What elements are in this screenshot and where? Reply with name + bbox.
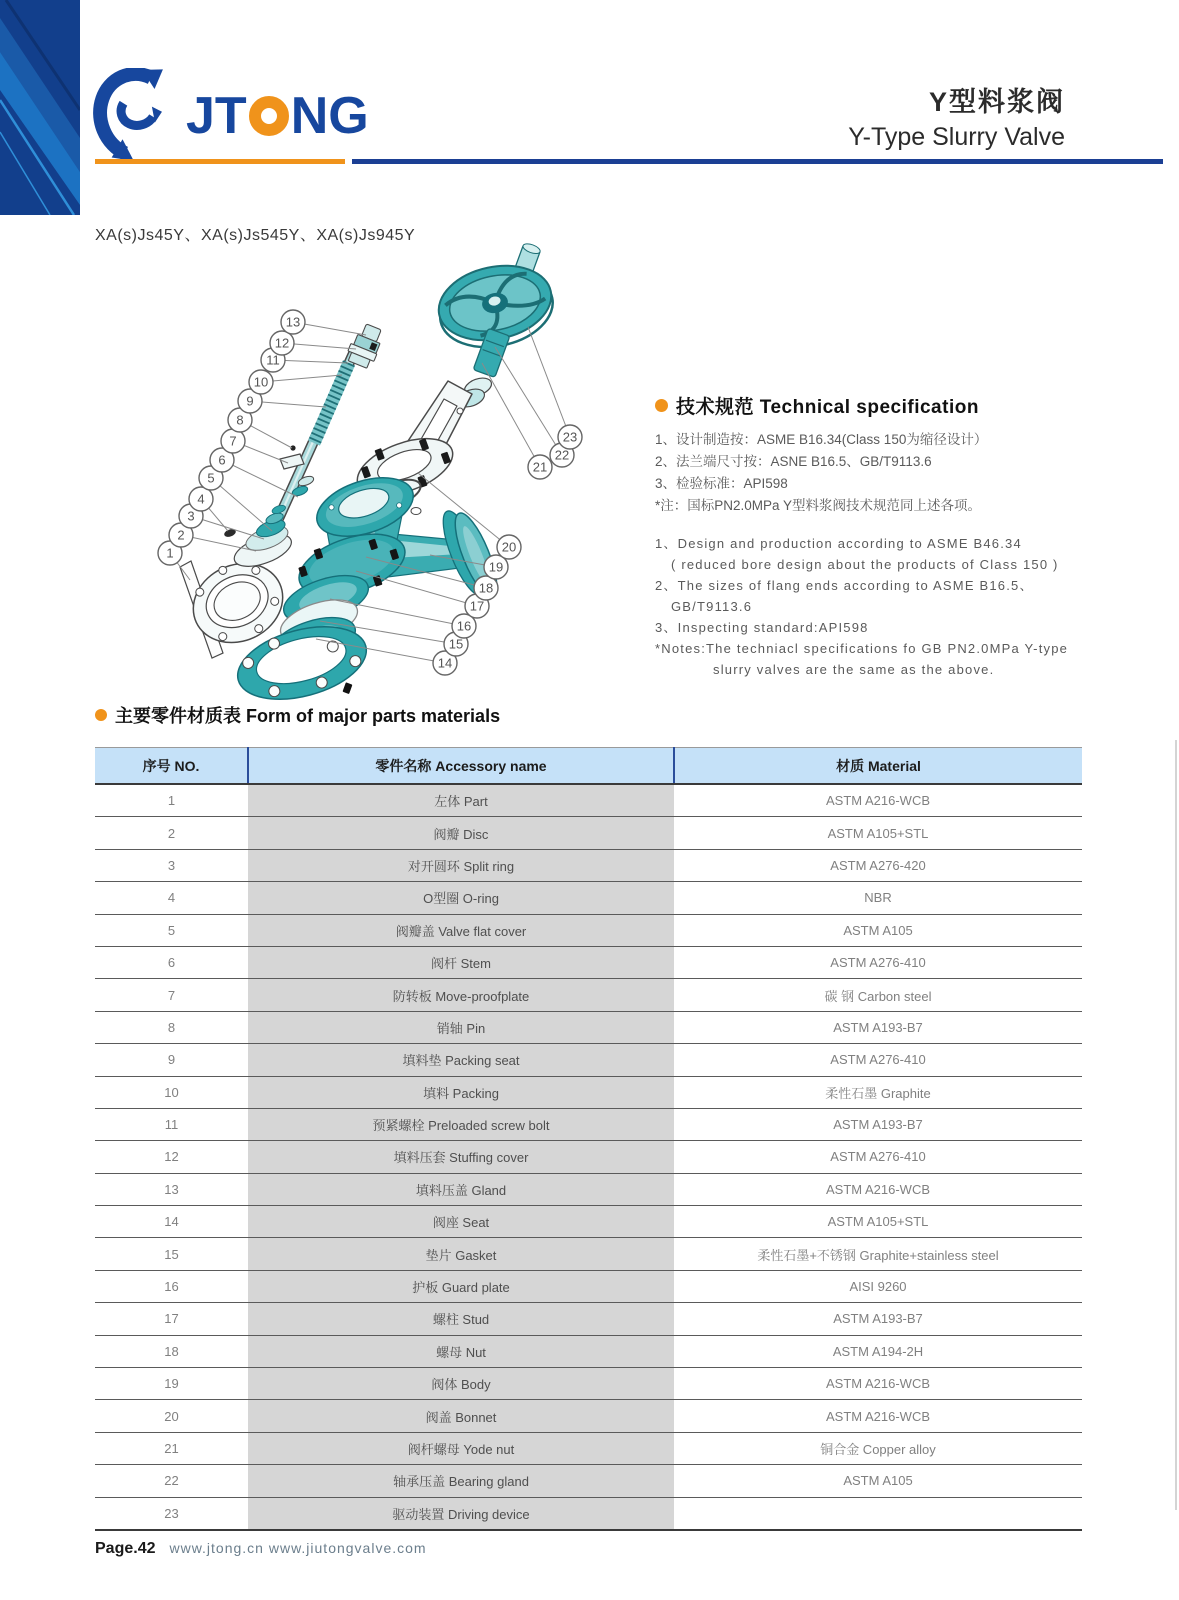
callout-number: 8 (236, 412, 244, 428)
table-row (95, 1011, 1082, 1043)
callout-number: 1 (166, 545, 174, 561)
part-number: 17 (95, 1303, 248, 1335)
spec-en-list (655, 533, 1179, 680)
part-number: 14 (95, 1206, 248, 1238)
part-number: 20 (95, 1400, 248, 1432)
table-row (95, 1497, 1082, 1530)
part-number: 9 (95, 1044, 248, 1076)
part-number: 8 (95, 1011, 248, 1043)
valve-exploded-diagram (130, 235, 630, 718)
part-name: 预紧螺栓 Preloaded screw bolt (248, 1108, 674, 1140)
spec-line-en: *Notes:The techniacl specifications fo GB PN2.0MPa Y-type (655, 641, 1069, 656)
tech-spec-section (655, 392, 1179, 680)
part-name: 螺柱 Stud (248, 1303, 674, 1335)
spec-line-zh: 2、法兰端尺寸按：ASNE B16.5、GB/T9113.6 (655, 454, 932, 469)
part-number: 1 (95, 784, 248, 817)
part-number: 19 (95, 1368, 248, 1400)
divider-orange (95, 159, 345, 164)
part-name: 阀瓣 Disc (248, 817, 674, 849)
part-number: 13 (95, 1173, 248, 1205)
model-numbers: XA(s)Js45Y、XA(s)Js545Y、XA(s)Js945Y (95, 227, 416, 244)
part-material: 柔性石墨 Graphite (674, 1076, 1082, 1108)
callout-number: 7 (229, 433, 237, 449)
logo-jt: JT (186, 87, 247, 145)
table-row (95, 1044, 1082, 1076)
part-material: ASTM A193-B7 (674, 1303, 1082, 1335)
part-number: 4 (95, 882, 248, 914)
part-name: 阀杆螺母 Yode nut (248, 1432, 674, 1464)
table-row (95, 849, 1082, 881)
table-row (95, 1076, 1082, 1108)
table-row (95, 1108, 1082, 1140)
part-name: 垫片 Gasket (248, 1238, 674, 1270)
orange-bullet-icon (655, 399, 668, 412)
logo-o-ring (249, 96, 289, 136)
table-row (95, 817, 1082, 849)
spec-line-en: ( reduced bore design about the products of Class 150 ) (671, 557, 1059, 572)
part-material: ASTM A194-2H (674, 1335, 1082, 1367)
part-material: ASTM A216-WCB (674, 1368, 1082, 1400)
table-row (95, 979, 1082, 1011)
part-number: 12 (95, 1141, 248, 1173)
callout-number: 4 (197, 491, 205, 507)
table-row (95, 914, 1082, 946)
corner-decoration (0, 0, 80, 215)
table-row (95, 946, 1082, 978)
part-material: ASTM A276-410 (674, 1141, 1082, 1173)
materials-heading: 主要零件材质表 Form of major parts materials (95, 702, 1082, 728)
table-row (95, 882, 1082, 914)
table-row (95, 1206, 1082, 1238)
spec-line-en: 3、Inspecting standard:API598 (655, 620, 869, 635)
part-name: 销轴 Pin (248, 1011, 674, 1043)
part-material: NBR (674, 882, 1082, 914)
part-material: 碳 钢 Carbon steel (674, 979, 1082, 1011)
col-header-name: 零件名称 Accessory name (248, 748, 674, 785)
col-header-no: 序号 NO. (95, 748, 248, 785)
callout-number: 6 (218, 452, 226, 468)
divider-blue (352, 159, 1163, 164)
part-number: 23 (95, 1497, 248, 1530)
table-row (95, 1270, 1082, 1302)
callout-number: 19 (488, 559, 504, 575)
spec-line-zh: 1、设计制造按：ASME B16.34(Class 150为缩径设计） (655, 432, 988, 447)
callout-number: 18 (478, 580, 494, 596)
page-title-zh: Y型料浆阀 (928, 87, 1065, 117)
callout-number: 11 (266, 352, 280, 368)
table-header-row (95, 748, 1082, 785)
part-material: ASTM A193-B7 (674, 1108, 1082, 1140)
part-material: AISI 9260 (674, 1270, 1082, 1302)
spec-line-zh: 3、检验标准：API598 (655, 476, 788, 491)
part-name: O型圈 O-ring (248, 882, 674, 914)
part-name: 填料垫 Packing seat (248, 1044, 674, 1076)
part-name: 对开圆环 Split ring (248, 849, 674, 881)
part-number: 5 (95, 914, 248, 946)
col-header-material: 材质 Material (674, 748, 1082, 785)
part-name: 填料压盖 Gland (248, 1173, 674, 1205)
logo-ng: NG (290, 87, 369, 145)
part-name: 防转板 Move-proofplate (248, 979, 674, 1011)
callout-number: 20 (501, 539, 517, 555)
callout-number: 13 (285, 314, 301, 330)
part-number: 3 (95, 849, 248, 881)
callout-number: 15 (448, 636, 464, 652)
callout-number: 3 (187, 508, 195, 524)
part-number: 10 (95, 1076, 248, 1108)
logo-swirl-icon (92, 68, 180, 164)
callout-number: 16 (456, 618, 472, 634)
table-row (95, 1368, 1082, 1400)
materials-section (95, 702, 1082, 1531)
page-title-en: Y-Type Slurry Valve (848, 123, 1065, 151)
callout-number: 14 (437, 655, 453, 671)
part-number: 21 (95, 1432, 248, 1464)
part-material: ASTM A216-WCB (674, 784, 1082, 817)
part-material: 铜合金 Copper alloy (674, 1432, 1082, 1464)
footer-urls: www.jtong.cn www.jiutongvalve.com (169, 1540, 427, 1556)
callout-number: 23 (562, 429, 578, 445)
spec-line-en: 2、The sizes of flang ends according to ASME B16.5、 (655, 578, 1034, 593)
tech-spec-heading: 技术规范 Technical specification (655, 392, 1179, 419)
callout-number: 5 (207, 470, 215, 486)
part-material: 柔性石墨+不锈钢 Graphite+stainless steel (674, 1238, 1082, 1270)
part-name: 填料 Packing (248, 1076, 674, 1108)
part-name: 左体 Part (248, 784, 674, 817)
part-material: ASTM A193-B7 (674, 1011, 1082, 1043)
part-number: 16 (95, 1270, 248, 1302)
callout-number: 9 (246, 393, 254, 409)
callout-number: 17 (469, 598, 485, 614)
part-number: 6 (95, 946, 248, 978)
callout-number: 22 (554, 447, 570, 463)
part-name: 阀杆 Stem (248, 946, 674, 978)
part-name: 驱动装置 Driving device (248, 1497, 674, 1530)
callout-leader-line (482, 363, 540, 467)
part-number: 15 (95, 1238, 248, 1270)
callout-number: 21 (532, 459, 548, 475)
part-number: 11 (95, 1108, 248, 1140)
part-material: ASTM A105 (674, 1465, 1082, 1497)
part-name: 阀座 Seat (248, 1206, 674, 1238)
callout-number: 12 (274, 335, 290, 351)
logo-wordmark (186, 87, 369, 145)
spec-zh-list (655, 429, 1179, 517)
part-name: 轴承压盖 Bearing gland (248, 1465, 674, 1497)
table-row (95, 1303, 1082, 1335)
part-material: ASTM A105+STL (674, 1206, 1082, 1238)
spec-line-en: 1、Design and production according to ASME B46.34 (655, 536, 1022, 551)
table-row (95, 1465, 1082, 1497)
part-material: ASTM A105 (674, 914, 1082, 946)
part-name: 阀盖 Bonnet (248, 1400, 674, 1432)
part-number: 22 (95, 1465, 248, 1497)
brand-logo (92, 68, 369, 164)
table-row (95, 784, 1082, 817)
spec-line-en: slurry valves are the same as the above. (713, 662, 995, 677)
part-number: 2 (95, 817, 248, 849)
table-row (95, 1141, 1082, 1173)
page-footer (95, 1540, 427, 1558)
part-material: ASTM A216-WCB (674, 1400, 1082, 1432)
part-name: 阀体 Body (248, 1368, 674, 1400)
orange-bullet-icon (95, 709, 107, 721)
callout-leader-line (528, 327, 570, 437)
callout-number: 2 (177, 527, 185, 543)
part-name: 阀瓣盖 Valve flat cover (248, 914, 674, 946)
part-material: ASTM A276-410 (674, 946, 1082, 978)
part-name: 护板 Guard plate (248, 1270, 674, 1302)
part-material (674, 1497, 1082, 1530)
part-number: 7 (95, 979, 248, 1011)
table-row (95, 1400, 1082, 1432)
spec-line-zh: *注：国标PN2.0MPa Y型料浆阀技术规范同上述各项。 (655, 498, 982, 513)
page-title-block (848, 80, 1065, 152)
page-edge-line (1175, 740, 1177, 1510)
part-name: 螺母 Nut (248, 1335, 674, 1367)
table-row (95, 1173, 1082, 1205)
spec-line-en: GB/T9113.6 (671, 599, 753, 614)
page-number: Page.42 (95, 1540, 156, 1557)
part-material: ASTM A276-420 (674, 849, 1082, 881)
part-material: ASTM A276-410 (674, 1044, 1082, 1076)
part-name: 填料压套 Stuffing cover (248, 1141, 674, 1173)
callout-number: 10 (253, 374, 269, 390)
table-row (95, 1432, 1082, 1464)
part-number: 18 (95, 1335, 248, 1367)
table-row (95, 1335, 1082, 1367)
part-material: ASTM A105+STL (674, 817, 1082, 849)
callout-leader-line (495, 347, 562, 455)
part-material: ASTM A216-WCB (674, 1173, 1082, 1205)
materials-table (95, 747, 1082, 1531)
callout-leader-line (356, 571, 477, 606)
table-row (95, 1238, 1082, 1270)
